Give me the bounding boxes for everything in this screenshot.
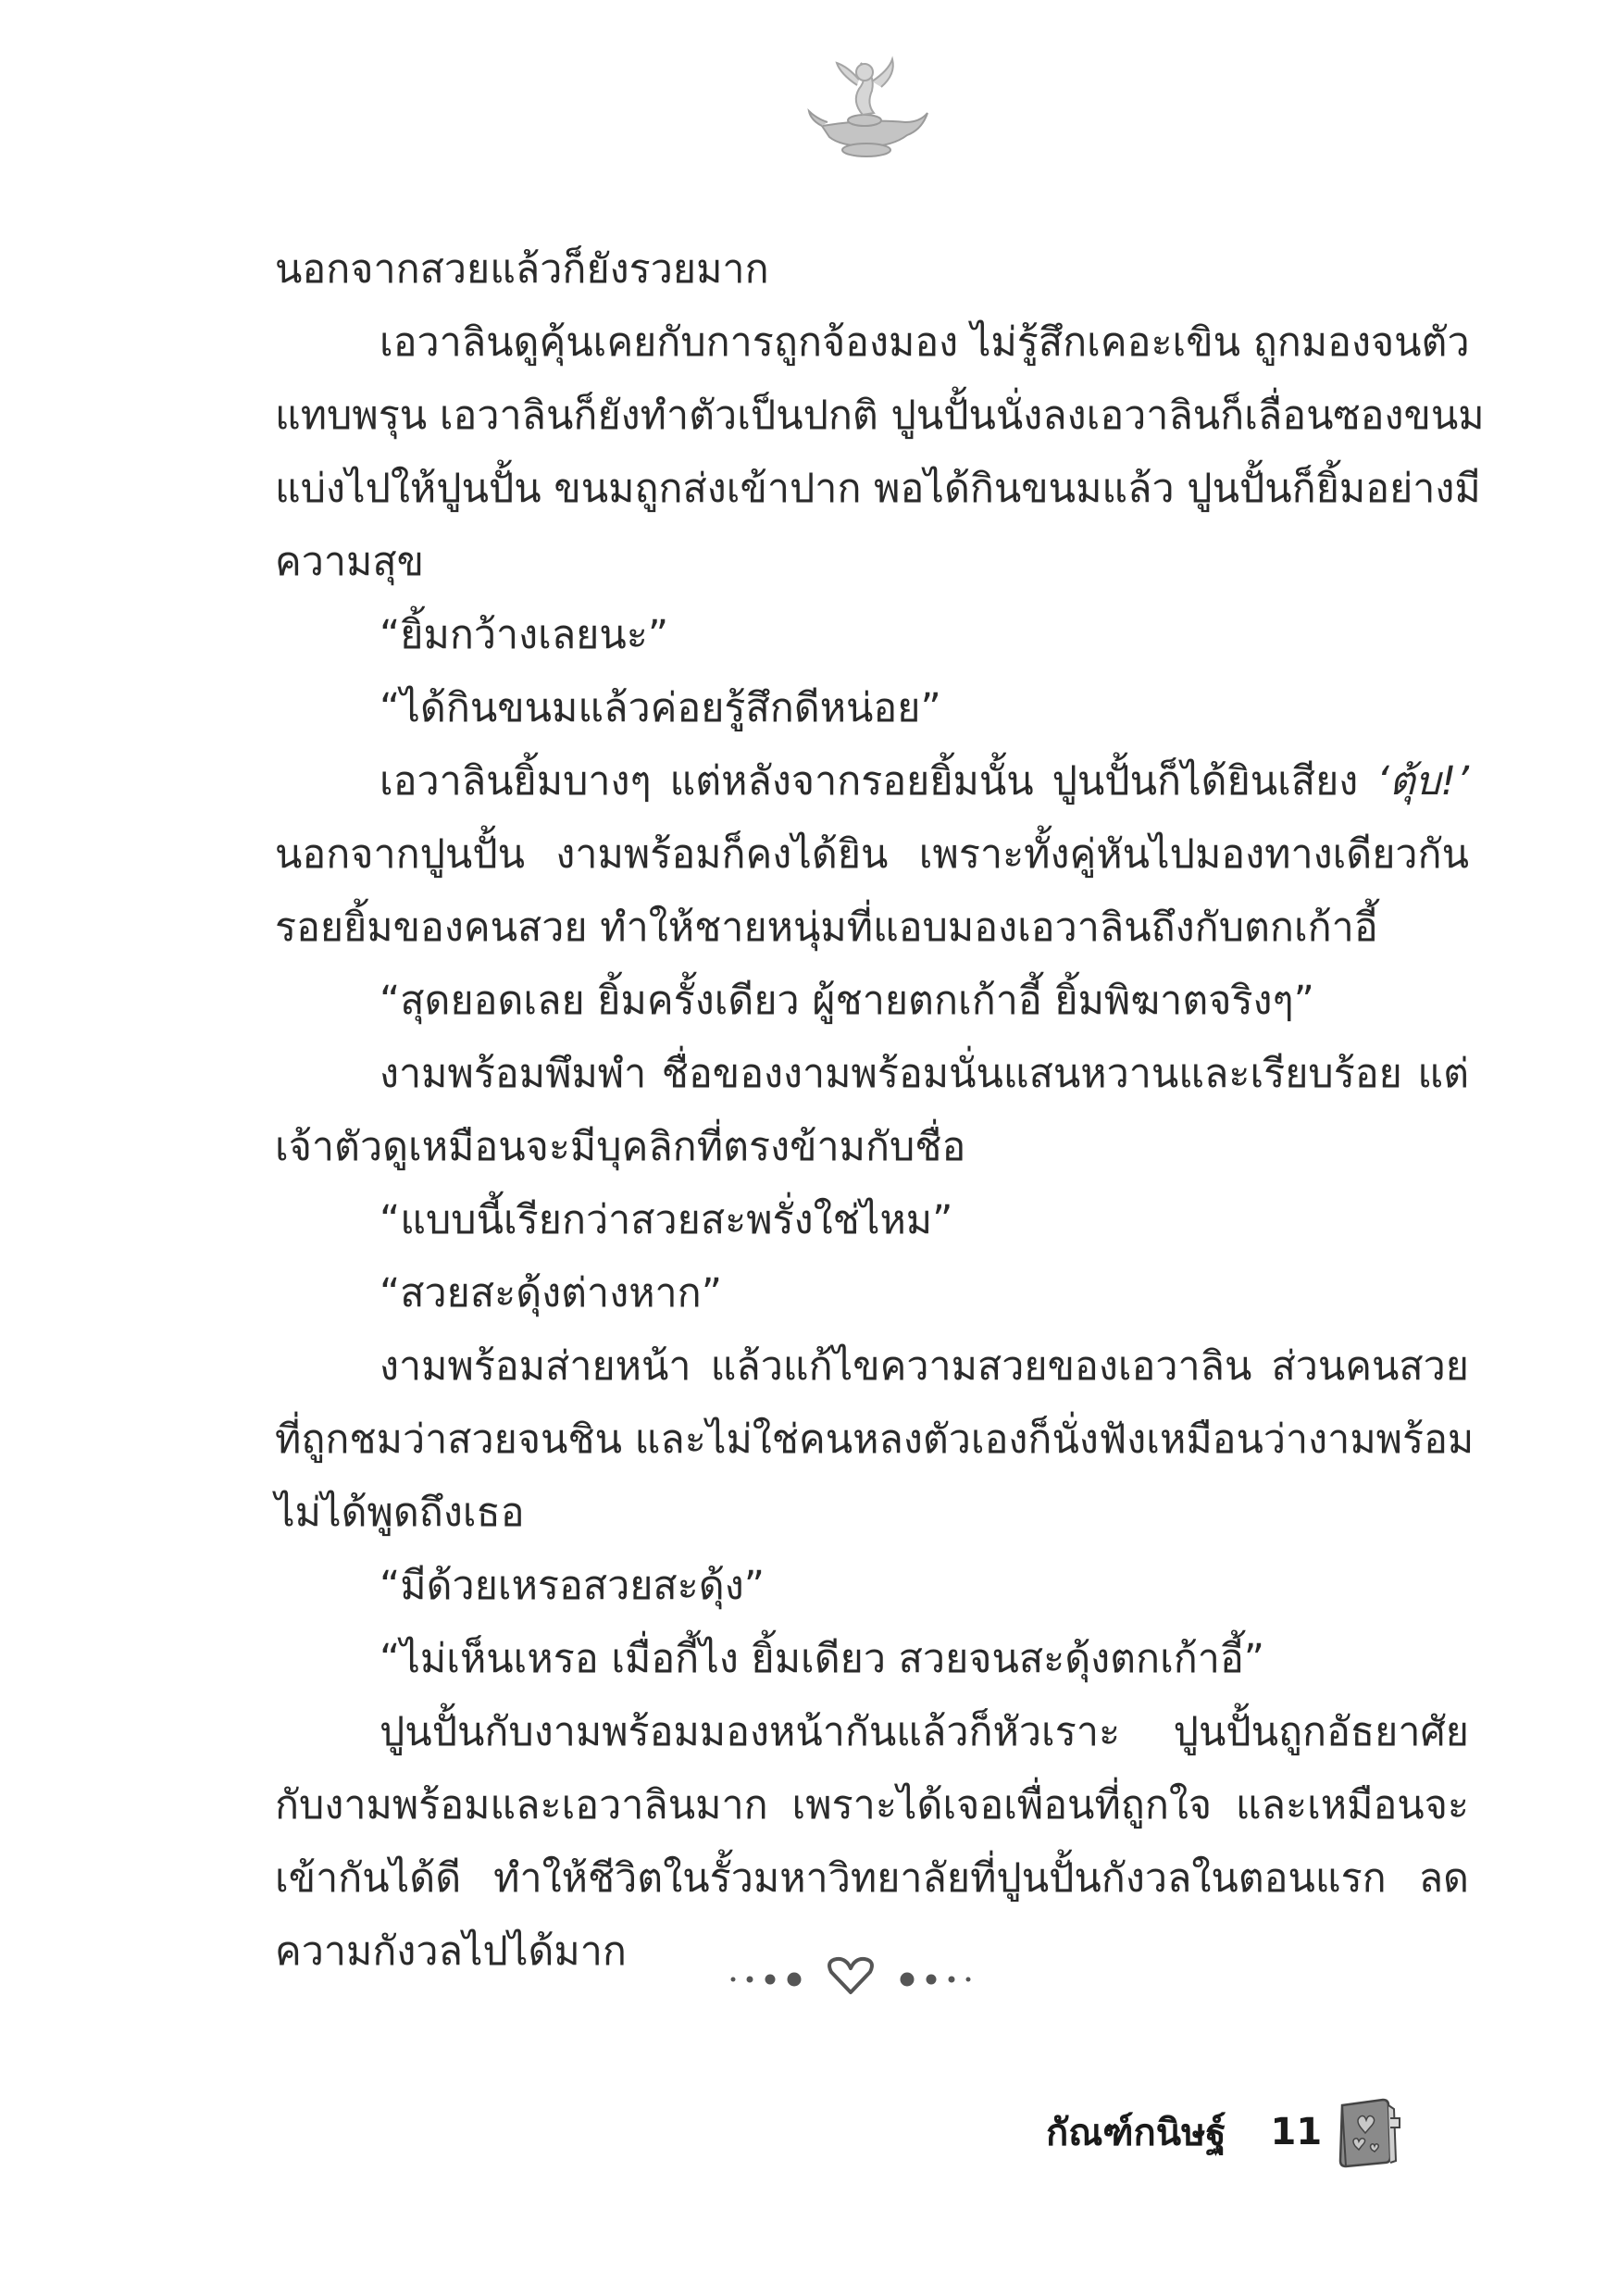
- dialogue-line: “ไม่เห็นเหรอ เมื่อกี้ไง ยิ้มเดียว สวยจนสะดุ้งตกเก้าอี้”: [380, 1636, 1265, 1682]
- page-number: 11: [1270, 2111, 1323, 2153]
- text-line: กับงามพร้อมและเอวาลินมาก เพราะได้เจอเพื่อนที่ถูกใจ และเหมือนจะ: [275, 1782, 1469, 1828]
- text-line: ความกังวลไปได้มาก: [275, 1928, 627, 1975]
- book-title: กัณฑ์กนิษฐ์: [1046, 2112, 1226, 2154]
- text-line: เข้ากันได้ดี ทำให้ชีวิตในรั้วมหาวิทยาลัยที่ปูนปั้นกังวลในตอนแรก ลด: [275, 1855, 1469, 1902]
- text-line: เจ้าตัวดูเหมือนจะมีบุคลิกที่ตรงข้ามกับชื่อ: [275, 1124, 966, 1170]
- sound-effect: ‘ตุ้บ!’: [1376, 758, 1470, 805]
- text-line: ที่ถูกชมว่าสวยจนชิน และไม่ใช่คนหลงตัวเองก็นั่งฟังเหมือนว่างามพร้อม: [275, 1416, 1475, 1463]
- dialogue-line: “มีด้วยเหรอสวยสะดุ้ง”: [380, 1563, 765, 1609]
- page-footer: [1046, 2100, 1401, 2165]
- text-line: งามพร้อมส่ายหน้า แล้วแก้ไขความสวยของเอวาลิน ส่วนคนสวย: [380, 1343, 1469, 1390]
- text-line: รอยยิ้มของคนสวย ทำให้ชายหนุ่มที่แอบมองเอวาลินถึงกับตกเก้าอี้: [275, 905, 1378, 951]
- heart-dots-divider: [722, 1953, 1000, 2000]
- dialogue-line: “ยิ้มกว้างเลยนะ”: [380, 612, 669, 658]
- text-line: ความสุข: [275, 539, 425, 585]
- dialogue-line: “ได้กินขนมแล้วค่อยรู้สึกดีหน่อย”: [380, 685, 941, 731]
- story-text: [275, 233, 1485, 1989]
- text-line: นอกจากสวยแล้วก็ยังรวยมาก: [275, 246, 769, 293]
- dialogue-line: “แบบนี้เรียกว่าสวยสะพรั่งใช่ไหม”: [380, 1197, 953, 1243]
- text-line: เอวาลินดูคุ้นเคยกับการถูกจ้องมอง ไม่รู้สึกเคอะเขิน ถูกมองจนตัว: [380, 319, 1470, 366]
- text-segment: เอวาลินยิ้มบางๆ แต่หลังจากรอยยิ้มนั้น ปูนปั้นก็ได้ยินเสียง: [380, 758, 1359, 805]
- book-icon: [1335, 2096, 1401, 2168]
- text-line: ปูนปั้นกับงามพร้อมมองหน้ากันแล้วก็หัวเราะ ปูนปั้นถูกอัธยาศัย: [380, 1709, 1469, 1755]
- text-line: [275, 745, 1469, 818]
- text-line: งามพร้อมพึมพำ ชื่อของงามพร้อมนั่นแสนหวานและเรียบร้อย แต่: [380, 1051, 1469, 1097]
- text-line: นอกจากปูนปั้น งามพร้อมก็คงได้ยิน เพราะทั้งคู่หันไปมองทางเดียวกัน: [275, 831, 1469, 878]
- genie-lamp-icon: [803, 54, 933, 165]
- text-line: แทบพรุน เอวาลินก็ยังทำตัวเป็นปกติ ปูนปั้นนั่งลงเอวาลินก็เลื่อนซองขนม: [275, 393, 1485, 439]
- text-line: ไม่ได้พูดถึงเธอ: [275, 1490, 525, 1536]
- dialogue-line: “สวยสะดุ้งต่างหาก”: [380, 1270, 722, 1316]
- text-line: แบ่งไปให้ปูนปั้น ขนมถูกส่งเข้าปาก พอได้กินขนมแล้ว ปูนปั้นก็ยิ้มอย่างมี: [275, 466, 1481, 512]
- dialogue-line: “สุดยอดเลย ยิ้มครั้งเดียว ผู้ชายตกเก้าอี้ ยิ้มพิฆาตจริงๆ”: [380, 978, 1314, 1024]
